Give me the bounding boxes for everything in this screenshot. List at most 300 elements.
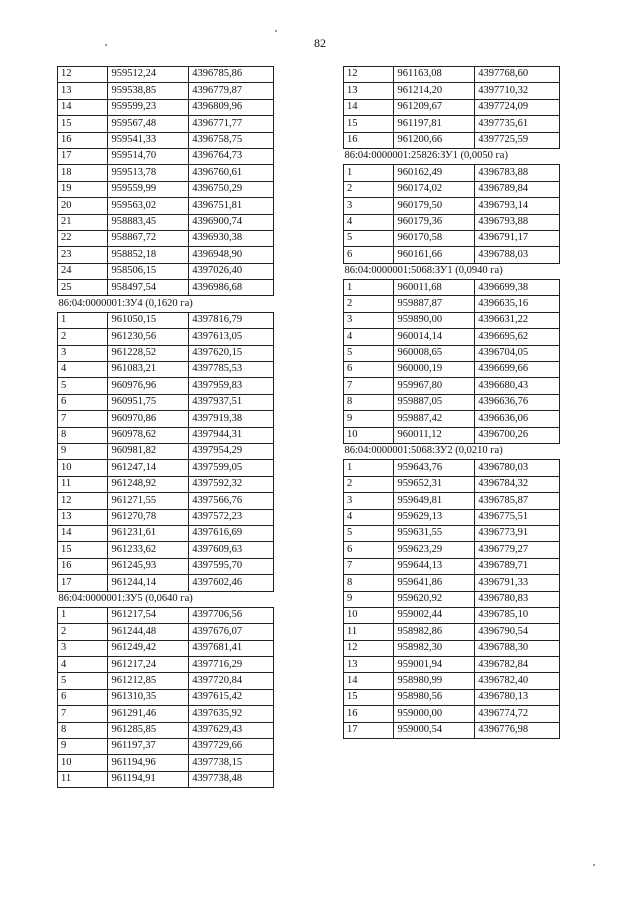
y-coordinate-cell: 4396699,38	[475, 280, 560, 296]
x-coordinate-cell: 959000,54	[394, 722, 475, 738]
x-coordinate-cell: 959512,24	[108, 67, 189, 83]
x-coordinate-cell: 959887,87	[394, 296, 475, 312]
y-coordinate-cell: 4396773,91	[475, 525, 560, 541]
table-row	[58, 493, 274, 509]
table-row	[344, 362, 560, 378]
y-coordinate-cell: 4397720,84	[189, 673, 274, 689]
y-coordinate-cell: 4397629,43	[189, 722, 274, 738]
point-number-cell: 14	[344, 99, 394, 115]
x-coordinate-cell: 961271,55	[108, 493, 189, 509]
table-row	[58, 525, 274, 541]
table-row	[344, 214, 560, 230]
table-row	[58, 722, 274, 738]
x-coordinate-cell: 961245,93	[108, 558, 189, 574]
y-coordinate-cell: 4397572,23	[189, 509, 274, 525]
y-coordinate-cell: 4397959,83	[189, 378, 274, 394]
table-row	[344, 493, 560, 509]
table-row	[344, 525, 560, 541]
y-coordinate-cell: 4396779,87	[189, 83, 274, 99]
table-row	[344, 640, 560, 656]
y-coordinate-cell: 4396780,83	[475, 591, 560, 607]
point-number-cell: 3	[58, 640, 108, 656]
y-coordinate-cell: 4397615,42	[189, 689, 274, 705]
y-coordinate-cell: 4396680,43	[475, 378, 560, 394]
table-row	[344, 509, 560, 525]
point-number-cell: 25	[58, 280, 108, 296]
point-number-cell: 8	[344, 575, 394, 591]
table-row	[344, 722, 560, 738]
y-coordinate-cell: 4396764,73	[189, 148, 274, 164]
y-coordinate-cell: 4397816,79	[189, 312, 274, 328]
x-coordinate-cell: 959652,31	[394, 476, 475, 492]
x-coordinate-cell: 961217,54	[108, 607, 189, 623]
table-row	[58, 739, 274, 755]
y-coordinate-cell: 4396774,72	[475, 706, 560, 722]
parcel-header-row	[58, 591, 274, 607]
point-number-cell: 6	[58, 689, 108, 705]
table-row	[344, 83, 560, 99]
x-coordinate-cell: 959887,42	[394, 411, 475, 427]
x-coordinate-cell: 961244,14	[108, 575, 189, 591]
table-row	[58, 673, 274, 689]
x-coordinate-cell: 960161,66	[394, 247, 475, 263]
point-number-cell: 3	[58, 345, 108, 361]
point-number-cell: 14	[344, 673, 394, 689]
y-coordinate-cell: 4396783,88	[475, 165, 560, 181]
table-row	[58, 116, 274, 132]
x-coordinate-cell: 958980,56	[394, 689, 475, 705]
point-number-cell: 5	[58, 378, 108, 394]
point-number-cell: 11	[58, 476, 108, 492]
point-number-cell: 11	[344, 624, 394, 640]
point-number-cell: 12	[344, 640, 394, 656]
table-row	[58, 624, 274, 640]
table-row	[58, 575, 274, 591]
table-row	[58, 689, 274, 705]
table-row	[58, 165, 274, 181]
y-coordinate-cell: 4397616,69	[189, 525, 274, 541]
point-number-cell: 2	[58, 624, 108, 640]
point-number-cell: 2	[344, 476, 394, 492]
table-row	[344, 165, 560, 181]
point-number-cell: 5	[344, 230, 394, 246]
x-coordinate-cell: 961233,62	[108, 542, 189, 558]
table-row	[58, 83, 274, 99]
x-coordinate-cell: 961310,35	[108, 689, 189, 705]
y-coordinate-cell: 4396758,75	[189, 132, 274, 148]
point-number-cell: 11	[58, 771, 108, 787]
x-coordinate-cell: 959513,78	[108, 165, 189, 181]
point-number-cell: 16	[58, 558, 108, 574]
table-row	[58, 329, 274, 345]
table-row	[58, 460, 274, 476]
x-coordinate-cell: 959563,02	[108, 198, 189, 214]
x-coordinate-cell: 959890,00	[394, 312, 475, 328]
y-coordinate-cell: 4397602,46	[189, 575, 274, 591]
point-number-cell: 1	[344, 280, 394, 296]
y-coordinate-cell: 4396779,27	[475, 542, 560, 558]
y-coordinate-cell: 4396793,14	[475, 198, 560, 214]
point-number-cell: 7	[344, 558, 394, 574]
table-row	[344, 673, 560, 689]
point-number-cell: 12	[58, 67, 108, 83]
table-row	[58, 214, 274, 230]
point-number-cell: 9	[344, 411, 394, 427]
table-row	[58, 771, 274, 787]
parcel-header-row	[344, 148, 560, 164]
x-coordinate-cell: 959967,80	[394, 378, 475, 394]
table-row	[58, 198, 274, 214]
table-row	[58, 427, 274, 443]
y-coordinate-cell: 4396699,66	[475, 362, 560, 378]
x-coordinate-cell: 959559,99	[108, 181, 189, 197]
y-coordinate-cell: 4397706,56	[189, 607, 274, 623]
x-coordinate-cell: 959644,13	[394, 558, 475, 574]
table-row	[344, 624, 560, 640]
point-number-cell: 17	[344, 722, 394, 738]
y-coordinate-cell: 4396751,81	[189, 198, 274, 214]
point-number-cell: 14	[58, 525, 108, 541]
y-coordinate-cell: 4397738,15	[189, 755, 274, 771]
table-row	[344, 230, 560, 246]
y-coordinate-cell: 4397944,31	[189, 427, 274, 443]
point-number-cell: 1	[344, 165, 394, 181]
x-coordinate-cell: 961231,61	[108, 525, 189, 541]
point-number-cell: 18	[58, 165, 108, 181]
point-number-cell: 3	[344, 493, 394, 509]
point-number-cell: 8	[58, 722, 108, 738]
parcel-label: 86:04:0000001:5068:ЗУ2 (0,0210 га)	[344, 443, 560, 459]
point-number-cell: 15	[344, 116, 394, 132]
table-row	[58, 509, 274, 525]
point-number-cell: 8	[344, 394, 394, 410]
y-coordinate-cell: 4396986,68	[189, 280, 274, 296]
x-coordinate-cell: 961228,52	[108, 345, 189, 361]
point-number-cell: 17	[58, 148, 108, 164]
page-number: 82	[314, 36, 326, 50]
table-row	[344, 427, 560, 443]
y-coordinate-cell: 4396782,84	[475, 657, 560, 673]
x-coordinate-cell: 959649,81	[394, 493, 475, 509]
y-coordinate-cell: 4396750,29	[189, 181, 274, 197]
x-coordinate-cell: 961083,21	[108, 362, 189, 378]
table-row	[58, 443, 274, 459]
table-row	[58, 345, 274, 361]
y-coordinate-cell: 4396930,38	[189, 230, 274, 246]
coordinates-table-right	[343, 66, 560, 739]
y-coordinate-cell: 4397613,05	[189, 329, 274, 345]
point-number-cell: 2	[58, 329, 108, 345]
x-coordinate-cell: 960170,58	[394, 230, 475, 246]
x-coordinate-cell: 958883,45	[108, 214, 189, 230]
y-coordinate-cell: 4396791,17	[475, 230, 560, 246]
x-coordinate-cell: 960179,36	[394, 214, 475, 230]
x-coordinate-cell: 961209,67	[394, 99, 475, 115]
y-coordinate-cell: 4397681,41	[189, 640, 274, 656]
y-coordinate-cell: 4396789,71	[475, 558, 560, 574]
point-number-cell: 6	[344, 247, 394, 263]
table-row	[344, 689, 560, 705]
point-number-cell: 15	[344, 689, 394, 705]
table-row	[58, 132, 274, 148]
x-coordinate-cell: 961197,37	[108, 739, 189, 755]
y-coordinate-cell: 4396789,84	[475, 181, 560, 197]
x-coordinate-cell: 960014,14	[394, 329, 475, 345]
table-row	[58, 476, 274, 492]
x-coordinate-cell: 961244,48	[108, 624, 189, 640]
x-coordinate-cell: 959643,76	[394, 460, 475, 476]
y-coordinate-cell: 4396780,03	[475, 460, 560, 476]
x-coordinate-cell: 961249,42	[108, 640, 189, 656]
y-coordinate-cell: 4396775,51	[475, 509, 560, 525]
y-coordinate-cell: 4397592,32	[189, 476, 274, 492]
y-coordinate-cell: 4396695,62	[475, 329, 560, 345]
parcel-label: 86:04:0000001:5068:ЗУ1 (0,0940 га)	[344, 263, 560, 279]
point-number-cell: 16	[344, 132, 394, 148]
table-row	[344, 476, 560, 492]
parcel-label: 86:04:0000001:ЗУ4 (0,1620 га)	[58, 296, 274, 312]
point-number-cell: 4	[58, 657, 108, 673]
point-number-cell: 5	[58, 673, 108, 689]
table-row	[344, 296, 560, 312]
table-row	[344, 198, 560, 214]
x-coordinate-cell: 958506,15	[108, 263, 189, 279]
x-coordinate-cell: 958980,99	[394, 673, 475, 689]
point-number-cell: 14	[58, 99, 108, 115]
x-coordinate-cell: 959538,85	[108, 83, 189, 99]
point-number-cell: 9	[58, 443, 108, 459]
y-coordinate-cell: 4397738,48	[189, 771, 274, 787]
point-number-cell: 21	[58, 214, 108, 230]
point-number-cell: 10	[58, 460, 108, 476]
point-number-cell: 5	[344, 525, 394, 541]
scan-speck	[275, 30, 277, 32]
x-coordinate-cell: 961230,56	[108, 329, 189, 345]
table-row	[58, 542, 274, 558]
point-number-cell: 4	[344, 509, 394, 525]
x-coordinate-cell: 960179,50	[394, 198, 475, 214]
parcel-header-row	[344, 443, 560, 459]
point-number-cell: 3	[344, 312, 394, 328]
x-coordinate-cell: 961212,85	[108, 673, 189, 689]
y-coordinate-cell: 4397937,51	[189, 394, 274, 410]
y-coordinate-cell: 4396900,74	[189, 214, 274, 230]
y-coordinate-cell: 4396791,33	[475, 575, 560, 591]
point-number-cell: 1	[344, 460, 394, 476]
y-coordinate-cell: 4396636,06	[475, 411, 560, 427]
table-row	[58, 411, 274, 427]
y-coordinate-cell: 4396948,90	[189, 247, 274, 263]
y-coordinate-cell: 4397599,05	[189, 460, 274, 476]
y-coordinate-cell: 4396785,87	[475, 493, 560, 509]
point-number-cell: 1	[58, 607, 108, 623]
table-row	[58, 558, 274, 574]
y-coordinate-cell: 4397595,70	[189, 558, 274, 574]
y-coordinate-cell: 4396784,32	[475, 476, 560, 492]
y-coordinate-cell: 4397954,29	[189, 443, 274, 459]
point-number-cell: 7	[58, 411, 108, 427]
x-coordinate-cell: 959631,55	[394, 525, 475, 541]
x-coordinate-cell: 961050,15	[108, 312, 189, 328]
table-row	[58, 394, 274, 410]
table-row	[58, 280, 274, 296]
x-coordinate-cell: 961285,85	[108, 722, 189, 738]
x-coordinate-cell: 961247,14	[108, 460, 189, 476]
point-number-cell: 2	[344, 181, 394, 197]
point-number-cell: 20	[58, 198, 108, 214]
y-coordinate-cell: 4396788,30	[475, 640, 560, 656]
y-coordinate-cell: 4397725,59	[475, 132, 560, 148]
x-coordinate-cell: 959641,86	[394, 575, 475, 591]
table-row	[344, 378, 560, 394]
y-coordinate-cell: 4396704,05	[475, 345, 560, 361]
point-number-cell: 16	[344, 706, 394, 722]
table-row	[344, 280, 560, 296]
x-coordinate-cell: 960970,86	[108, 411, 189, 427]
table-row	[344, 607, 560, 623]
y-coordinate-cell: 4396631,22	[475, 312, 560, 328]
point-number-cell: 9	[58, 739, 108, 755]
point-number-cell: 9	[344, 591, 394, 607]
table-row	[344, 411, 560, 427]
table-row	[58, 640, 274, 656]
table-row	[344, 591, 560, 607]
table-row	[58, 99, 274, 115]
x-coordinate-cell: 961163,08	[394, 67, 475, 83]
table-row	[344, 116, 560, 132]
point-number-cell: 10	[344, 427, 394, 443]
table-row	[344, 329, 560, 345]
x-coordinate-cell: 961217,24	[108, 657, 189, 673]
table-row	[58, 706, 274, 722]
point-number-cell: 6	[344, 542, 394, 558]
y-coordinate-cell: 4396788,03	[475, 247, 560, 263]
scan-speck	[593, 864, 595, 866]
table-row	[58, 607, 274, 623]
x-coordinate-cell: 959514,70	[108, 148, 189, 164]
x-coordinate-cell: 960174,02	[394, 181, 475, 197]
point-number-cell: 6	[58, 394, 108, 410]
x-coordinate-cell: 960162,49	[394, 165, 475, 181]
table-row	[58, 230, 274, 246]
y-coordinate-cell: 4397716,29	[189, 657, 274, 673]
table-row	[344, 706, 560, 722]
point-number-cell: 13	[58, 509, 108, 525]
y-coordinate-cell: 4397609,63	[189, 542, 274, 558]
point-number-cell: 19	[58, 181, 108, 197]
table-row	[344, 542, 560, 558]
scan-speck	[105, 44, 107, 46]
x-coordinate-cell: 959567,48	[108, 116, 189, 132]
y-coordinate-cell: 4397566,76	[189, 493, 274, 509]
y-coordinate-cell: 4397676,07	[189, 624, 274, 640]
table-row	[344, 247, 560, 263]
y-coordinate-cell: 4397635,92	[189, 706, 274, 722]
x-coordinate-cell: 960011,12	[394, 427, 475, 443]
point-number-cell: 4	[58, 362, 108, 378]
parcel-label: 86:04:0000001:ЗУ5 (0,0640 га)	[58, 591, 274, 607]
table-row	[58, 378, 274, 394]
table-row	[344, 99, 560, 115]
y-coordinate-cell: 4397620,15	[189, 345, 274, 361]
y-coordinate-cell: 4397710,32	[475, 83, 560, 99]
y-coordinate-cell: 4396635,16	[475, 296, 560, 312]
point-number-cell: 10	[58, 755, 108, 771]
y-coordinate-cell: 4397026,40	[189, 263, 274, 279]
table-row	[344, 460, 560, 476]
point-number-cell: 23	[58, 247, 108, 263]
point-number-cell: 1	[58, 312, 108, 328]
point-number-cell: 24	[58, 263, 108, 279]
table-row	[344, 575, 560, 591]
point-number-cell: 13	[344, 83, 394, 99]
y-coordinate-cell: 4397919,38	[189, 411, 274, 427]
x-coordinate-cell: 960981,82	[108, 443, 189, 459]
x-coordinate-cell: 958497,54	[108, 280, 189, 296]
table-row	[58, 67, 274, 83]
y-coordinate-cell: 4396771,77	[189, 116, 274, 132]
x-coordinate-cell: 958982,86	[394, 624, 475, 640]
point-number-cell: 3	[344, 198, 394, 214]
point-number-cell: 12	[344, 67, 394, 83]
table-row	[58, 657, 274, 673]
point-number-cell: 10	[344, 607, 394, 623]
coordinates-table-left	[57, 66, 274, 788]
table-row	[58, 148, 274, 164]
y-coordinate-cell: 4397785,53	[189, 362, 274, 378]
x-coordinate-cell: 959599,23	[108, 99, 189, 115]
y-coordinate-cell: 4396790,54	[475, 624, 560, 640]
y-coordinate-cell: 4396809,96	[189, 99, 274, 115]
x-coordinate-cell: 958982,30	[394, 640, 475, 656]
x-coordinate-cell: 959000,00	[394, 706, 475, 722]
y-coordinate-cell: 4396793,88	[475, 214, 560, 230]
point-number-cell: 5	[344, 345, 394, 361]
y-coordinate-cell: 4396785,86	[189, 67, 274, 83]
x-coordinate-cell: 961194,96	[108, 755, 189, 771]
x-coordinate-cell: 959620,92	[394, 591, 475, 607]
y-coordinate-cell: 4397724,09	[475, 99, 560, 115]
table-row	[344, 657, 560, 673]
x-coordinate-cell: 961248,92	[108, 476, 189, 492]
x-coordinate-cell: 960978,62	[108, 427, 189, 443]
point-number-cell: 6	[344, 362, 394, 378]
table-row	[344, 181, 560, 197]
x-coordinate-cell: 960008,65	[394, 345, 475, 361]
y-coordinate-cell: 4397729,66	[189, 739, 274, 755]
x-coordinate-cell: 961197,81	[394, 116, 475, 132]
x-coordinate-cell: 959002,44	[394, 607, 475, 623]
parcel-label: 86:04:0000001:25826:ЗУ1 (0,0050 га)	[344, 148, 560, 164]
y-coordinate-cell: 4396782,40	[475, 673, 560, 689]
table-row	[344, 345, 560, 361]
table-row	[58, 247, 274, 263]
x-coordinate-cell: 961194,91	[108, 771, 189, 787]
table-row	[344, 132, 560, 148]
x-coordinate-cell: 958867,72	[108, 230, 189, 246]
point-number-cell: 7	[344, 378, 394, 394]
y-coordinate-cell: 4396780,13	[475, 689, 560, 705]
point-number-cell: 7	[58, 706, 108, 722]
x-coordinate-cell: 961270,78	[108, 509, 189, 525]
point-number-cell: 4	[344, 214, 394, 230]
point-number-cell: 22	[58, 230, 108, 246]
x-coordinate-cell: 961200,66	[394, 132, 475, 148]
point-number-cell: 15	[58, 116, 108, 132]
x-coordinate-cell: 960951,75	[108, 394, 189, 410]
parcel-header-row	[344, 263, 560, 279]
table-row	[58, 181, 274, 197]
